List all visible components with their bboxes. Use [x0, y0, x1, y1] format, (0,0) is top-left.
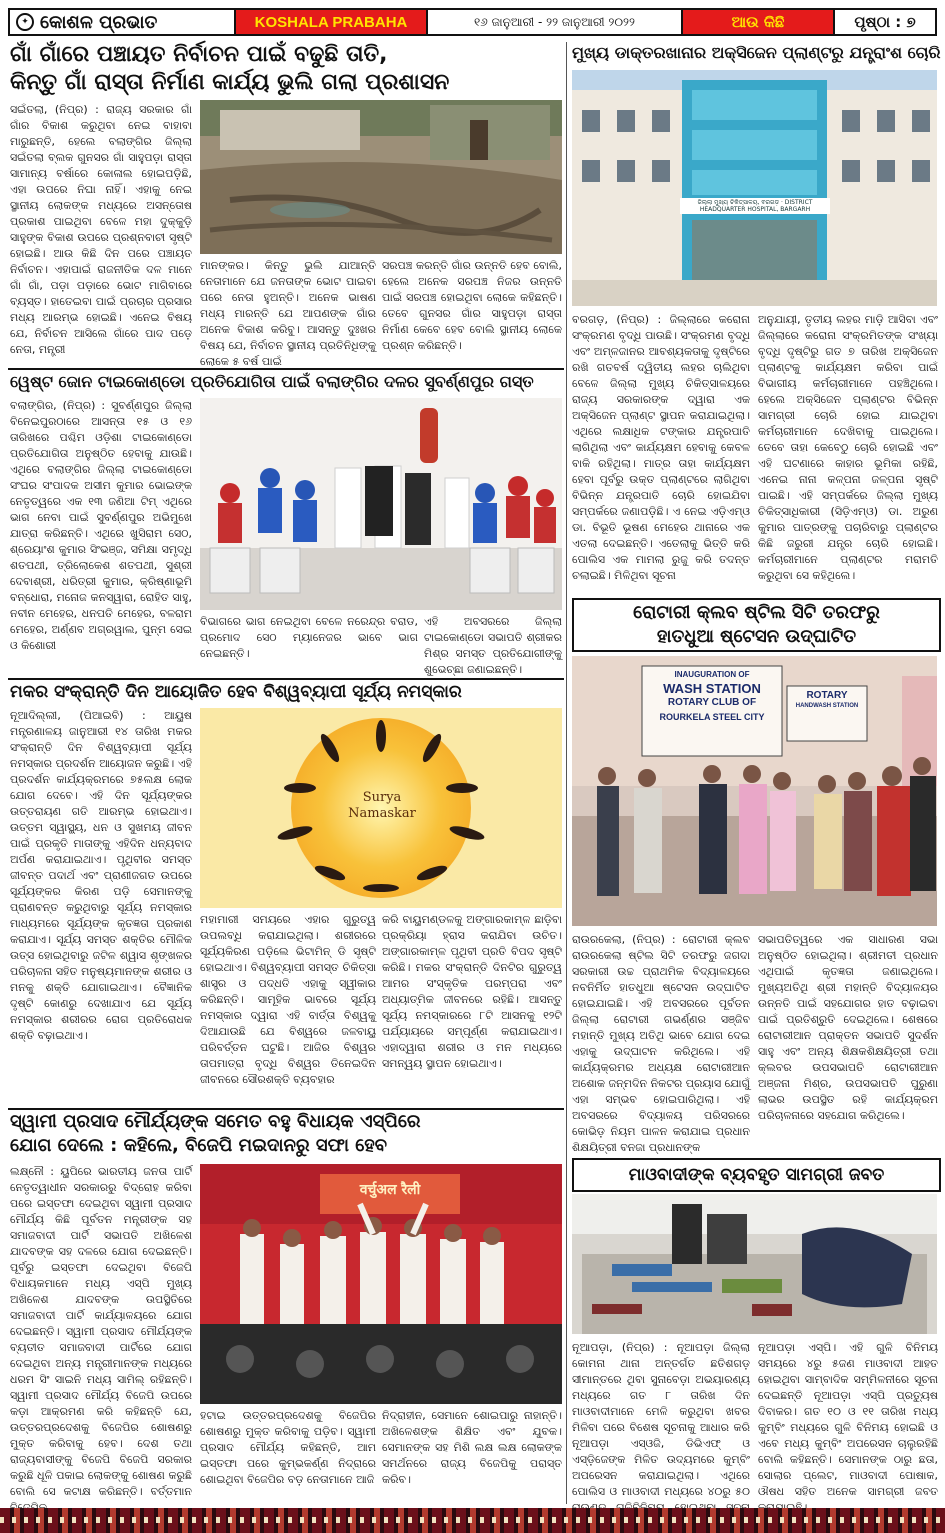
road-photo — [200, 100, 562, 254]
headline: ମୁଖ୍ୟ ଡାକ୍ତରଖାନାର ଅକ୍ସିଜେନ ପ୍ଲାଣ୍ଟରୁ ଯନ୍ତ୍ରାଂଶ ଚୋରି — [572, 43, 941, 62]
article-column: ବଲାଙ୍ଗିର, (ନିପ୍ର) : ସୁବର୍ଣ୍ଣପୁର ଜିଲ୍ଲା ବିନେଇପୁରଠାରେ ଆସନ୍ତା ୧୫ ଓ ୧୬ ତାରିଖରେ ପଶ୍ଚିମ ଓଡ଼ିଶା ଟାଇକୋଣ୍ଡୋ ପ୍ରତିଯୋଗିତା ଅନୁଷ୍ଠିତ ହେବାକୁ ଯାଉଛି। ଏଥିରେ ବଲାଙ୍ଗିର ଜିଲ୍ଲା ଟାଇକୋଣ୍ଡୋ ସଂଘର ସଂପାଦକ ଅସୀମ କୁମାର ଭୋଇଙ୍କ ନେତୃତ୍ୱରେ ଏକ ୧୩ ଜଣିଆ ଟିମ୍ ଏଥିରେ ଭାଗ ନେବା ପାଇଁ ସୁବର୍ଣ୍ଣପୁର ଅଭିମୁଖେ ଯାତ୍ରା କରିଛନ୍ତି। ଏଥିରେ ଖୁସିରାମ ସେଠ, ଶ୍ରେୟାଂଶ କୁମାର ସିଂଭଞ୍ଜ, ସମିକ୍ଷା ସମୃଦ୍ଧି ଶତପଥୀ, ତ୍ରିଲୋକେଶ ଶତପଥୀ, ସୁଶ୍ରୀ ଦେବାଶ୍ରୀ, ଧରିତ୍ରୀ କୁମାର, କ୍ରିଷ୍ଣାଭୂମି ବନ୍ଧୋରା, ମନୋଜ କନସ୍ୱାରା, ରୋହିତ ସାହୁ, ନବୀନ ମେହେର, ଧନପତି ମେହେର, ବଳରାମ ମେହେର, ଅର୍ଣ୍ଣବ ଅଗ୍ରୱାଲ, ପୁନ୍ମ ସେଇ ଓ କିଶୋରୀ — [10, 399, 192, 652]
headline: ମକର ସଂକ୍ରାନ୍ତି ଦିନ ଆୟୋଜିତ ହେବ ବିଶ୍ୱବ୍ୟାପୀ ସୂର୍ଯ୍ୟ ନମସ୍କାର — [10, 682, 462, 702]
article-column: ଏହି ଅବସରରେ ଜିଲ୍ଲା ଟାଇକୋଣ୍ଡୋ ସଭାପତି ଶ୍ରୀକର ମିଶ୍ର ସମସ୍ତ ପ୍ରତିଯୋଗୀଙ୍କୁ ଶୁଭେଚ୍ଛା ଜଣାଇଛନ୍ତି। — [424, 615, 562, 676]
logo-text: କୋଶଳ ପ୍ରଭାତ — [40, 11, 158, 33]
article-column: ସଇଁତଲା, (ନିପ୍ର) : ରାଜ୍ୟ ସରକାର ଗାଁ ଗାଁର ବିକାଶ କରୁଥିବା ନେଇ ବାହାବା ମାରୁଛନ୍ତି, ହେଲେ ବଲାଙ୍ଗିର ଜିଲ୍ଲା ସଇଁତଲା ବ୍ଲକ ଗୁନସର ଗାଁ ସାହୁପଡ଼ା ରାସ୍ତା ସାମାନ୍ୟ ବର୍ଷାରେ କୋଳାଲ ହୋଇପଡ଼ିଛି, ଏହା ଉପରେ ନିଘା ନାହିଁ। ଏହାକୁ ନେଇ ସ୍ଥାନୀୟ ଲୋକଙ୍କ ମଧ୍ୟରେ ଅସନ୍ତୋଷ ପ୍ରକାଶ ପାଇଥିବା ବେଳେ ମହା ଦୁକ୍କୁଡ଼ି ସାହୁଙ୍କ ବିକାଶ ଉପରେ ପ୍ରଶ୍ନବାଚୀ ସୃଷ୍ଟି ହୋଇଛି। ଆଉ କିଛି ଦିନ ପରେ ପଞ୍ଚାୟତ ନିର୍ବାଚନ। ଏହାପାଇଁ ରାଜନୀତିକ ଦଳ ମାନେ ଗାଁ ଗାଁ, ପଡ଼ା ପଡ଼ାରେ ଭୋଟ ମାଗିବାରେ ବ୍ୟସ୍ତ। ହାତେଇବା ପାଇଁ ପ୍ରଚାର ପ୍ରସାର ମଧ୍ୟ ଆରମ୍ଭ ହୋଇଛି। ଏନେଇ ବିଷୟ ଯେ, ନିର୍ବାଚନ ଆସିଲେ ଗାଁରେ ପାଦ ପଡ଼େ ନେତା, ମନ୍ତ୍ରୀ — [10, 103, 192, 356]
masthead-logo — [10, 10, 236, 34]
article-column: ନୂଆପଡ଼ା ଏସ୍‌ପି। ଏହି ଗୁଳି ବିନିମୟ ସମୟରେ ୪ରୁ ୫ଜଣ ମାଓବାଦୀ ଆହତ ହୋଇଥିବା ସାମ୍ବାଦିକ ସମ୍ମିଳନୀରେ ସୂଚନା ଦେଇଛନ୍ତି ନୂଆପଡ଼ା ଏସ୍‌ପି ପ୍ରତ୍ୟୁଷ ଦିବାକର। ଗତ ୧୦ ଓ ୧୧ ତାରିଖ ମଧ୍ୟ କୁମ୍ବିଂ ମଧ୍ୟରେ ଗୁଳି ବିନିମୟ ହୋଇଛି ଓ ଏବେ ମଧ୍ୟ କୁମ୍ବିଂ ଅପରେସନ ଚାଲୁରହିଛି ବୋଲି କହିଛନ୍ତି। ସେମାନଙ୍କ ଠାରୁ ଛତା, ସୋଲାର ପ୍ଲେଟ, ମାଓବାଦୀ ପୋଷାକ, ଔଷଧ ସହିତ ଅନେକ ସାମଗ୍ରୀ ଜବତ — [758, 1341, 938, 1498]
article-column: ନୂଆପଡ଼ା, (ନିପ୍ର) : ନୂଆପଡ଼ା ଜିଲ୍ଲା କୋମନା ଥାନା ଅନ୍ତର୍ଗତ ଛତିଶଗଡ଼ ସୀମାନ୍ତରେ ଥିବା ସୁନାବେଡ଼ା ଅଭୟାରଣ୍ୟ ମଧ୍ୟରେ ଗତ ୮ ତାରିଖ ଦିନ ମାଓବାଦୀମାନେ ମେଳି କରୁଥିବା ଖବର ମିଳିବା ପରେ ବିଶେଷ ସୂଚନାକୁ ଆଧାର କରି ନୂଆପଡ଼ା ଏସ୍‌ଓଜି, ଡିଭିଏଫ୍ ଓ ଏସ୍‌ଡ଼ିଜେଙ୍କ ମିଳିତ ଉଦ୍ୟମରେ କୁମ୍ବିଂ ଅପରେସନ କରାଯାଇଥିଲା। ଏଥିରେ ପୋଲିସ ଓ ମାଓବାଦୀ ମଧ୍ୟରେ ୪୦ରୁ ୫୦ — [572, 1341, 750, 1498]
rally-banner-text: वर्चुअल रैली — [359, 1182, 421, 1198]
headline: ୱେଷ୍ଟ ଜୋନ ଟାଇକୋଣ୍ଡୋ ପ୍ରତିଯୋଗିତା ପାଇଁ ବଲାଙ୍ଗିର ଦଳର ସୁବର୍ଣ୍ଣପୁର ଗସ୍ତ — [10, 372, 534, 391]
headline: ଯୋଗ ଦେଲେ : କହିଲେ, ବିଜେପି ମଇଦାନରୁ ସଫା ହେବ — [10, 1135, 388, 1156]
paper-name: KOSHALA PRABAHA — [236, 10, 428, 34]
article-column: ଲକ୍ଷ୍ନୌ : ୟୁପିରେ ଭାରତୀୟ ଜନତା ପାର୍ଟି ନେତୃତ୍ୱାଧୀନ ସରକାରରୁ ବିଦ୍ରୋହ କରିବା ପରେ ଇସ୍ତଫା ଦେଇଥିବା ସ୍ୱାମୀ ପ୍ରସାଦ ମୌର୍ଯ୍ୟ କିଛି ପୂର୍ବତନ ମନ୍ତ୍ରୀଙ୍କ ସହ ସମାଜବାଦୀ ପାର୍ଟି ସଭାପତି ଅଖିଳେଶ ଯାଦବଙ୍କ ସହ ଦଳରେ ଯୋଗ ଦେଇଛନ୍ତି। ପୂର୍ବରୁ ଇସ୍ତଫା ଦେଇଥିବା ବିଜେପି ବିଧାୟକମାନେ ମଧ୍ୟ ଏସ୍‌ପି ମୁଖ୍ୟ ଅଖିଳେଶ ଯାଦବଙ୍କ ଉପସ୍ଥିତିରେ ସମାଜବାଦୀ ପାର୍ଟି କାର୍ଯ୍ୟାଳୟରେ ଯୋଗ ଦେଇଛନ୍ତି। ସ୍ୱାମୀ ପ୍ରସାଦ ମୌର୍ଯ୍ୟଙ୍କ ବ୍ୟତୀତ ସମାଜବାଦୀ ପାର୍ଟିରେ ଯୋଗ ଦେଇଥିବା ଅନ୍ୟ ମନ୍ତ୍ରୀମାନଙ୍କ ମଧ୍ୟରେ ଧରମ ସିଂ ସାଇନି ମଧ୍ୟ ସାମିଲ୍ ରହିଛନ୍ତି। ସ୍ୱାମୀ ପ୍ରସାଦ ମୌର୍ଯ୍ୟ ବିଜେପି ଉପରେ କଡ଼ା ଆକ୍ରମଣ କରି କହିଛନ୍ତି ଯେ, ଉତ୍ତରପ୍ରଦେଶକୁ ବିଜେପିର ଶୋଷଣରୁ ମୁକ୍ତ କରିବାକୁ ହେବ। ଦେଶ ତଥା ରାଜ୍ୟବାସୀଙ୍କୁ ବିଜେପି ବିଜେପି ସରକାର କରୁଛି ଧୂଳି ପକାଇ ଲୋକଙ୍କୁ ଶୋଷଣ କରୁଛି ବୋଲି ସେ କଟାକ୍ଷ କରିଛନ୍ତି। ବର୍ତ୍ତମାନ — [10, 1165, 192, 1498]
column-divider — [566, 42, 567, 1504]
article-column: କରି ବାୟୁମଣ୍ଡଳକୁ ଅଙ୍ଗାରକାମ୍ଳ ଛାଡ଼ିବା ପ୍ରକ୍ରିୟା ହ୍ରାସ କରାଯିବା ଉଚିତ। ଅଙ୍ଗାରକାମ୍ଳ ପୃଥିବୀ ପ୍ରତି ବିପଦ ସୃଷ୍ଟି କରିଛି। ମକର ସଂକ୍ରାନ୍ତି ଦିନଟିର ଗୁରୁତ୍ୱ ଆମର ସଂସ୍କୃତିକ ପରମ୍ପରା ଏବଂ ଅଧ୍ୟାତ୍ମିକ ଜୀବନରେ ରହିଛି। ଆସନ୍ତୁ ସୂର୍ଯ୍ୟ ନମସ୍କାରରେ ୮ଟି ଆସନକୁ ୧୨ଟି ପର୍ଯ୍ୟାୟରେ ସମ୍ପୂର୍ଣ୍ଣ କରାଯାଇଥାଏ। ଏହାଦ୍ୱାରା ଶରୀର ଓ ମନ ମଧ୍ୟରେ ସମନ୍ୱୟ ସ୍ଥାପନ ହୋଇଥାଏ। — [382, 913, 562, 1070]
article-column: ରାଉରକେଲା, (ନିପ୍ର) : ରୋଟାରୀ କ୍ଲବ ରାଉରକେଲା ଷ୍ଟିଲ ସିଟି ତରଫରୁ ଜଗଦା ସରକାରୀ ଉଚ୍ଚ ପ୍ରାଥମିକ ବିଦ୍ୟାଳୟରେ ନବନିର୍ମିତ ହାତଧୁଆ ଷ୍ଟେସନ ଉଦ୍‌ଘାଟିତ ହୋଇଯାଇଛି। ଏହି ଅବସରରେ ପୂର୍ବତନ ଜିଲ୍ଲା ରୋଟାରୀ ଗଭର୍ଣ୍ଣର ସଞ୍ଜିବ ମହାନ୍ତି ମୁଖ୍ୟ ଅତିଥି ଭାବେ ଯୋଗ ଦେଇ ଏହାକୁ ଉଦ୍‌ଘାଟନ କରିଥିଲେ। ଏହି କାର୍ଯ୍ୟକ୍ରମର ଅଧ୍ୟକ୍ଷ ରୋଟାରୀଆନ ଅଶୋକ ଜନ୍ମଦିନ ନିକଟର ପ୍ରୟାସ ଯୋଗୁଁ ଏହା ସମ୍ଭବ ହୋଇପାରିଥିଲା। ଏହି ଅବସରରେ ବିଦ୍ୟାଳୟ ପରିସରରେ କୋଭିଡ଼ ନିୟମ ପାଳନ କରାଯାଇ ପ୍ରଧାନ ଶିକ୍ଷୟିତ୍ରୀ ବନଜା ପ୍ରଧାନଙ୍କ — [572, 933, 750, 1154]
taekwondo-team-photo — [200, 398, 562, 610]
rally-photo — [200, 1164, 562, 1404]
issue-date: ୧୬ ଜାନୁଆରୀ - ୨୨ ଜାନୁଆରୀ ୨୦୨୨ — [428, 10, 683, 34]
article-column: ଅନୁଯାୟୀ, ତୃତୀୟ ଲହର ମାଡ଼ି ଆସିବା ଏବଂ ଜିଲ୍ଲାରେ କରୋନା ସଂକ୍ରମିତଙ୍କ ସଂଖ୍ୟା ବୃଦ୍ଧି ଦୃଷ୍ଟିରୁ ଗତ ୭ ତାରିଖ ଅକ୍ସିଜେନ ପ୍ଲାଣ୍ଟକୁ କାର୍ଯ୍ୟକ୍ଷମ କରିବା ପାଇଁ ବିଭାଗୀୟ କର୍ମଚାରୀମାନେ ପହଞ୍ଚିଥିଲେ। ହେଲେ ଅକ୍ସିଜେନ ପ୍ଲାଣ୍ଟର ବିଭିନ୍ନ ସାମଗ୍ରୀ ଚୋରି ହୋଇ ଯାଇଥିବା କର୍ମଚାରୀମାନେ ଦେଖିବାକୁ ପାଇଥିଲେ। ତେବେ ତାହା କେବେଠୁ ଚୋରି ହୋଇଛି ଏବଂ ଏହି ଘଟଣାରେ କାହାର ଭୂମିକା ରହିଛି, ଏନେଇ ନାନା କଳ୍ପନା ଜଳ୍ପନା ସୃଷ୍ଟି ପାଇଛି। ଏହି ସମ୍ପର୍କରେ ଜିଲ୍ଲା ମୁଖ୍ୟ ଚିକିତ୍ସାଧିକାରୀ (ସିଡ଼ିଏମ୍‌ଓ) ଡା. ଅରୁଣ କୁମାର ପାତ୍ରଙ୍କୁ ପଚାରିବାରୁ ପ୍ଲାଣ୍ଟର କିଛି ଜରୁରୀ ଯନ୍ତ୍ର ଚୋରି ହୋଇଛି। କର୍ମଚାରୀମାନେ ପ୍ଲାଣ୍ଟର ମରାମତି କରୁଥିବା ସେ କହିଥିଲେ। — [758, 313, 938, 582]
headline: ଗାଁ ଗାଁରେ ପଞ୍ଚାୟତ ନିର୍ବାଚନ ପାଇଁ ବଢୁଛି ତାତି, — [10, 42, 388, 67]
boxed-headline — [572, 598, 941, 652]
hospital-photo — [572, 70, 937, 306]
masthead — [8, 8, 937, 36]
section-rule — [8, 1108, 564, 1110]
boxed-headline: ମାଓବାଦୀଙ୍କ ବ୍ୟବହୃତ ସାମଗ୍ରୀ ଜବତ — [572, 1158, 941, 1192]
banner-line: ROURKELA STEEL CITY — [659, 712, 765, 722]
article-column: ନୂଆଦିଲ୍ଲୀ, (ପିଆଇବି) : ଆୟୁଷ ମନ୍ତ୍ରଣାଳୟ ଜାନୁଆରୀ ୧୪ ତାରିଖ ମକର ସଂକ୍ରାନ୍ତି ଦିନ ବିଶ୍ୱବ୍ୟାପୀ ସୂର୍ଯ୍ୟ ନମସ୍କାର ପ୍ରଦର୍ଶନ ଆୟୋଜନ କରୁଛି। ଏହି ପ୍ରଦର୍ଶନ କାର୍ଯ୍ୟକ୍ରମରେ ୭୫ଲକ୍ଷ ଲୋକ ଯୋଗ ଦେବେ। ଏହି ଦିନ ସୂର୍ଯ୍ୟଙ୍କର ଉତ୍ତରାୟଣ ଗତି ଆରମ୍ଭ ହୋଇଥାଏ। ଉତ୍ତମ ସ୍ୱାସ୍ଥ୍ୟ, ଧନ ଓ ସୁଖମୟ ଜୀବନ ପାଇଁ ପ୍ରକୃତି ମାତାଙ୍କୁ ଏହିଦିନ ଧନ୍ୟବାଦ ଅର୍ପଣ କରାଯାଇଥାଏ। ପୃଥିବୀର ସମସ୍ତ ଜୀବନ୍ତ ପଦାର୍ଥ ଏବଂ ପ୍ରାଣୀଜଗତ ଉପରେ ସୂର୍ଯ୍ୟଙ୍କର କିରଣ ପଡ଼ି ସେମାନଙ୍କୁ ପ୍ରାଣବନ୍ତ କରୁଥିବାରୁ ସୂର୍ଯ୍ୟ ନମସ୍କାର ମାଧ୍ୟମରେ ସୂର୍ଯ୍ୟଙ୍କ କୃତଜ୍ଞତା ପ୍ରକାଶ କରାଯାଏ। ସୂର୍ଯ୍ୟ ସମସ୍ତ ଶକ୍ତିର ମୌଳିକ ଉତ୍ସ ହୋଇଥିବାରୁ ଜଟିଳ ଶ୍ୱାସ ଶୃଙ୍ଖଳର ପରିଚାଳନା ସହିତ ମନୁଷ୍ୟମାନଙ୍କ ଶରୀର ଓ ମନକୁ ଶକ୍ତି ଯୋଗାଇଥାଏ। ବୈଜ୍ଞାନିକ ଦୃଷ୍ଟି କୋଣରୁ ଦେଖାଯାଏ ଯେ ସୂର୍ଯ୍ୟ ନମସ୍କାର ଶରୀରର ରୋଗ ପ୍ରତିରୋଧକ ଶକ୍ତି ବଢ଼ାଇଥାଏ। — [10, 709, 192, 1042]
article-column: ସଭାପତିତ୍ୱରେ ଏକ ସାଧାରଣ ସଭା ଅନୁଷ୍ଠିତ ହୋଇଥିଲା। ଶ୍ରୀମତୀ ପ୍ରଧାନ ଏଥିପାଇଁ କୃତଜ୍ଞତା ଜଣାଇଥିଲେ। ମୁଖ୍ୟଅତିଥି ଶ୍ରୀ ମହାନ୍ତି ବିଦ୍ୟାଳୟର ଉନ୍ନତି ପାଇଁ ସହଯୋଗର ହାତ ବଢ଼ାଇବା ପାଇଁ ପ୍ରତିଶ୍ରୁତି ଦେଇଥିଲେ। ଶେଷରେ ରୋଟାରୀଆନ ପ୍ରାକ୍ତନ ସଭାପତି ସୁଦର୍ଶନ ସାହୁ ଏବଂ ଅନ୍ୟ ଶିକ୍ଷକଶିକ୍ଷୟିତ୍ରୀ ତଥା କ୍ଲବର ଉପସଭାପତି ରୋଟାରୀଆନ ଅଞ୍ଜନା ମିଶ୍ର, ଉପସଭାପତି ପୁରୁଣା ଲାଭର ଉପସ୍ଥିତ ରହି କାର୍ଯ୍ୟକ୍ରମ ପରିଚାଳନାରେ ସହଯୋଗ କରିଥିଲେ। — [758, 933, 938, 1122]
headline: ହାତଧୁଆ ଷ୍ଟେସନ ଉଦ୍‌ଘାଟିତ — [656, 626, 857, 647]
headline: ସ୍ୱାମୀ ପ୍ରସାଦ ମୌର୍ଯ୍ୟଙ୍କ ସମେତ ବହୁ ବିଧାୟକ ଏସ୍‌ପିରେ — [10, 1111, 421, 1132]
hospital-sign: ଜିଲ୍ଲା ମୁଖ୍ୟ ଚିକିତ୍ସାଳୟ, ବରଗଡ଼ · DISTRICT HEADQUARTER HOSPITAL, BARGARH — [697, 199, 813, 213]
label-line: Surya — [362, 790, 402, 805]
emblem-icon: ✦ — [16, 13, 34, 31]
article-column: ମାନଙ୍କର। କିନ୍ତୁ ଭୁଲି ଯାଆନ୍ତି ନେତାମାନେ ଯେ ଜନତାଙ୍କ ଭୋଟ ପାଇବା ପରେ ନେତା ହୁଅନ୍ତି। ଅନେକ ଭାଷଣ ମଧ୍ୟ ମାରନ୍ତି ଯେ ଆପଣଙ୍କ ଗାଁର ଅନେକ ବିକାଶ କରିବୁ। ଆସନ୍ତୁ ଦୁଃଖର ବିଷୟ ଯେ, ନିର୍ବାଚନ ସ୍ଥାନୀୟ ପ୍ରତିନିଧିଙ୍କୁ ଲୋକେ ୫ ବର୍ଷ ପାଇଁ — [200, 259, 376, 368]
banner-line: ROTARY CLUB OF — [667, 697, 757, 708]
section-rule — [8, 678, 564, 680]
seized-items-photo — [572, 1194, 937, 1334]
banner-side-text — [787, 690, 867, 712]
headline: ରୋଟାରୀ କ୍ଲବ ଷ୍ଟିଲ ସିଟି ତରଫରୁ — [633, 602, 880, 623]
article-column: ହଟାଇ ଉତ୍ତରପ୍ରଦେଶକୁ ବିଜେପିର ଶୋଷଣରୁ ମୁକ୍ତ କରିବାକୁ ପଡ଼ିବ। ସ୍ୱାମୀ ପ୍ରସାଦ ମୌର୍ଯ୍ୟ କହିଛନ୍ତି, ଆମ ଇସ୍ତଫା ପରେ କୁମ୍ଭକର୍ଣ୍ଣ ନିଦ୍ରାରେ ଶୋଇଥିବା ବିଜେପିର ବଡ଼ ନେତାମାନେ ଆଜି — [200, 1409, 376, 1486]
label-line: Namaskar — [348, 806, 416, 821]
banner-line: WASH STATION — [663, 681, 761, 696]
banner-line: ROTARY — [806, 690, 848, 701]
banner-line: HANDWASH STATION — [795, 703, 859, 709]
decorative-footer-band — [0, 1508, 945, 1533]
banner-line: INAUGURATION OF — [674, 670, 750, 679]
rotary-event-photo — [572, 656, 937, 926]
article-column: ସରପଞ୍ଚ କରନ୍ତି ଗାଁର ଉନ୍ନତି ହେବ ବୋଲି, ହେଲେ ଅନେକ ସରପଞ୍ଚ ନିଜର ଉନ୍ନତି ପାଇଁ ସରପଞ୍ଚ ହୋଇଥିବା ଲୋକେ କହିଛନ୍ତି। ତେବେ ଗୁନସର ଗାଁର ସାହୁପଡ଼ା ରାସ୍ତା ନିର୍ମାଣ କେବେ ହେବ ବୋଲି ସ୍ଥାନୀୟ ଲୋକେ ପ୍ରଶ୍ନ କରିଛନ୍ତି। — [382, 259, 562, 352]
section-title: ଆଉ କିଛି — [683, 10, 835, 34]
article-column: ବରଗଡ଼, (ନିପ୍ର) : ଜିଲ୍ଲାରେ କରୋନା ସଂକ୍ରମଣ ବୃଦ୍ଧି ପାଉଛି। ସଂକ୍ରମଣ ବୃଦ୍ଧି ଏବଂ ଅମ୍ଳଜାନର ଆବଶ୍ୟକତାକୁ ଦୃଷ୍ଟିରେ ରଖି ଗତବର୍ଷ ଦ୍ୱିତୀୟ ଲହର ଚାଲିଥିବା ବେଳେ ଜିଲ୍ଲା ମୁଖ୍ୟ ଚିକିତ୍ସାଳୟରେ ରାଜ୍ୟ ସରକାରଙ୍କ ଦ୍ୱାରା ଏକ ଅକ୍ସିଜେନ ପ୍ଲାଣ୍ଟ ସ୍ଥାପନ କରାଯାଇଥିଲା। ଏଥିରେ ଲକ୍ଷାଧିକ ଟଙ୍କାର ଯନ୍ତ୍ରପାତି ଲାଗିଥିଲା ଏବଂ କାର୍ଯ୍ୟକ୍ଷମ ହେବାକୁ କେବଳ ବାକି ରହିଥିଲା। ମାତ୍ର ତାହା କାର୍ଯ୍ୟକ୍ଷମ ହେବା ପୂର୍ବରୁ ଉକ୍ତ ପ୍ଲାଣ୍ଟରେ ଲାଗିଥିବା ବିଭିନ୍ନ ଯନ୍ତ୍ରପାତି ଚୋରି ହୋଇଯିବା ସମ୍ପର୍କରେ ଜଣାପଡ଼ିଛି। ଏ ନେଇ ଏଡ଼ିଏମ୍‌ଓ ଡା. ବିଭୂତି ଭୂଷଣ ମେହେର ଥାନାରେ ଏକ ଏତଲା ଦେଇଛନ୍ତି। ଏତେଲାକୁ ଭିତ୍ତି କରି ପୋଲିସ ଏକ ମାମଲା ରୁଜୁ କରି ତଦନ୍ତ ଚଲାଇଛି। ମିଳିଥିବା ସୂଚନା — [572, 313, 750, 582]
section-rule — [8, 368, 564, 370]
page-number: ପୃଷ୍ଠା : ୭ — [854, 13, 916, 31]
article-column: ବିଭାଗରେ ଭାଗ ନେଇଥିବା ବେଳେ ନରେନ୍ଦ୍ର ବରାଡ, ପ୍ରମୋଦ ସେଠ ମ୍ୟାନେଜର ଭାବେ ଭାଗ ନେଇଛନ୍ତି। — [200, 615, 418, 660]
article-column: ନିଦ୍ରାହୀନ, ସେମାନେ ଶୋଇପାରୁ ନାହାନ୍ତି। ଅଖିଳେଶଙ୍କ ଶିକ୍ଷିତ ଏବଂ ଯୁବକ। ସେମାନଙ୍କ ସହ ମିଶି ଲକ୍ଷ ଲକ୍ଷ ଲୋକଙ୍କ ସମର୍ଥନରେ ରାଜ୍ୟ ବିଜେପିକୁ ପରାସ୍ତ କରିବ। — [382, 1409, 562, 1486]
headline: କିନ୍ତୁ ଗାଁ ରାସ୍ତା ନିର୍ମାଣ କାର୍ଯ୍ୟ ଭୁଲି ଗଲା ପ୍ରଶାସନ — [10, 70, 450, 95]
illustration-label — [342, 790, 422, 822]
banner-text — [642, 668, 782, 724]
article-column: ମହାମାରୀ ସମୟରେ ଏହାର ଗୁରୁତ୍ୱ ଉପଲବ୍ଧି କରାଯାଇଥିଲା। ଶରୀରରେ ସୂର୍ଯ୍ୟକିରଣ ପଡ଼ିଲେ ଭିଟାମିନ୍ ଡି ସୃଷ୍ଟି ହୋଇଥାଏ। ବିଶ୍ୱବ୍ୟାପୀ ସମସ୍ତ ଚିକିତ୍ସା ଶାସ୍ତ୍ର ଓ ପଦ୍ଧତି ଏହାକୁ ସ୍ୱୀକାର କରିଛନ୍ତି। ସାମୂହିକ ଭାବରେ ସୂର୍ଯ୍ୟ ନମସ୍କାର ଦ୍ୱାରା ଏହି ବାର୍ତ୍ତା ବିଶ୍ୱକୁ ଦିଆଯାଉଛି ଯେ ବିଶ୍ୱରେ ଜଳବାୟୁ ପରିବର୍ତ୍ତନ ଘଟୁଛି। ଆଜିର ବିଶ୍ୱର ତାପମାତ୍ରା ବୃଦ୍ଧି ବିଶ୍ୱର ତିନେଇଦିନ ଜୀବନରେ ସୌରଶକ୍ତି ବ୍ୟବହାର — [200, 913, 376, 1086]
surya-namaskar-illustration — [200, 708, 562, 908]
